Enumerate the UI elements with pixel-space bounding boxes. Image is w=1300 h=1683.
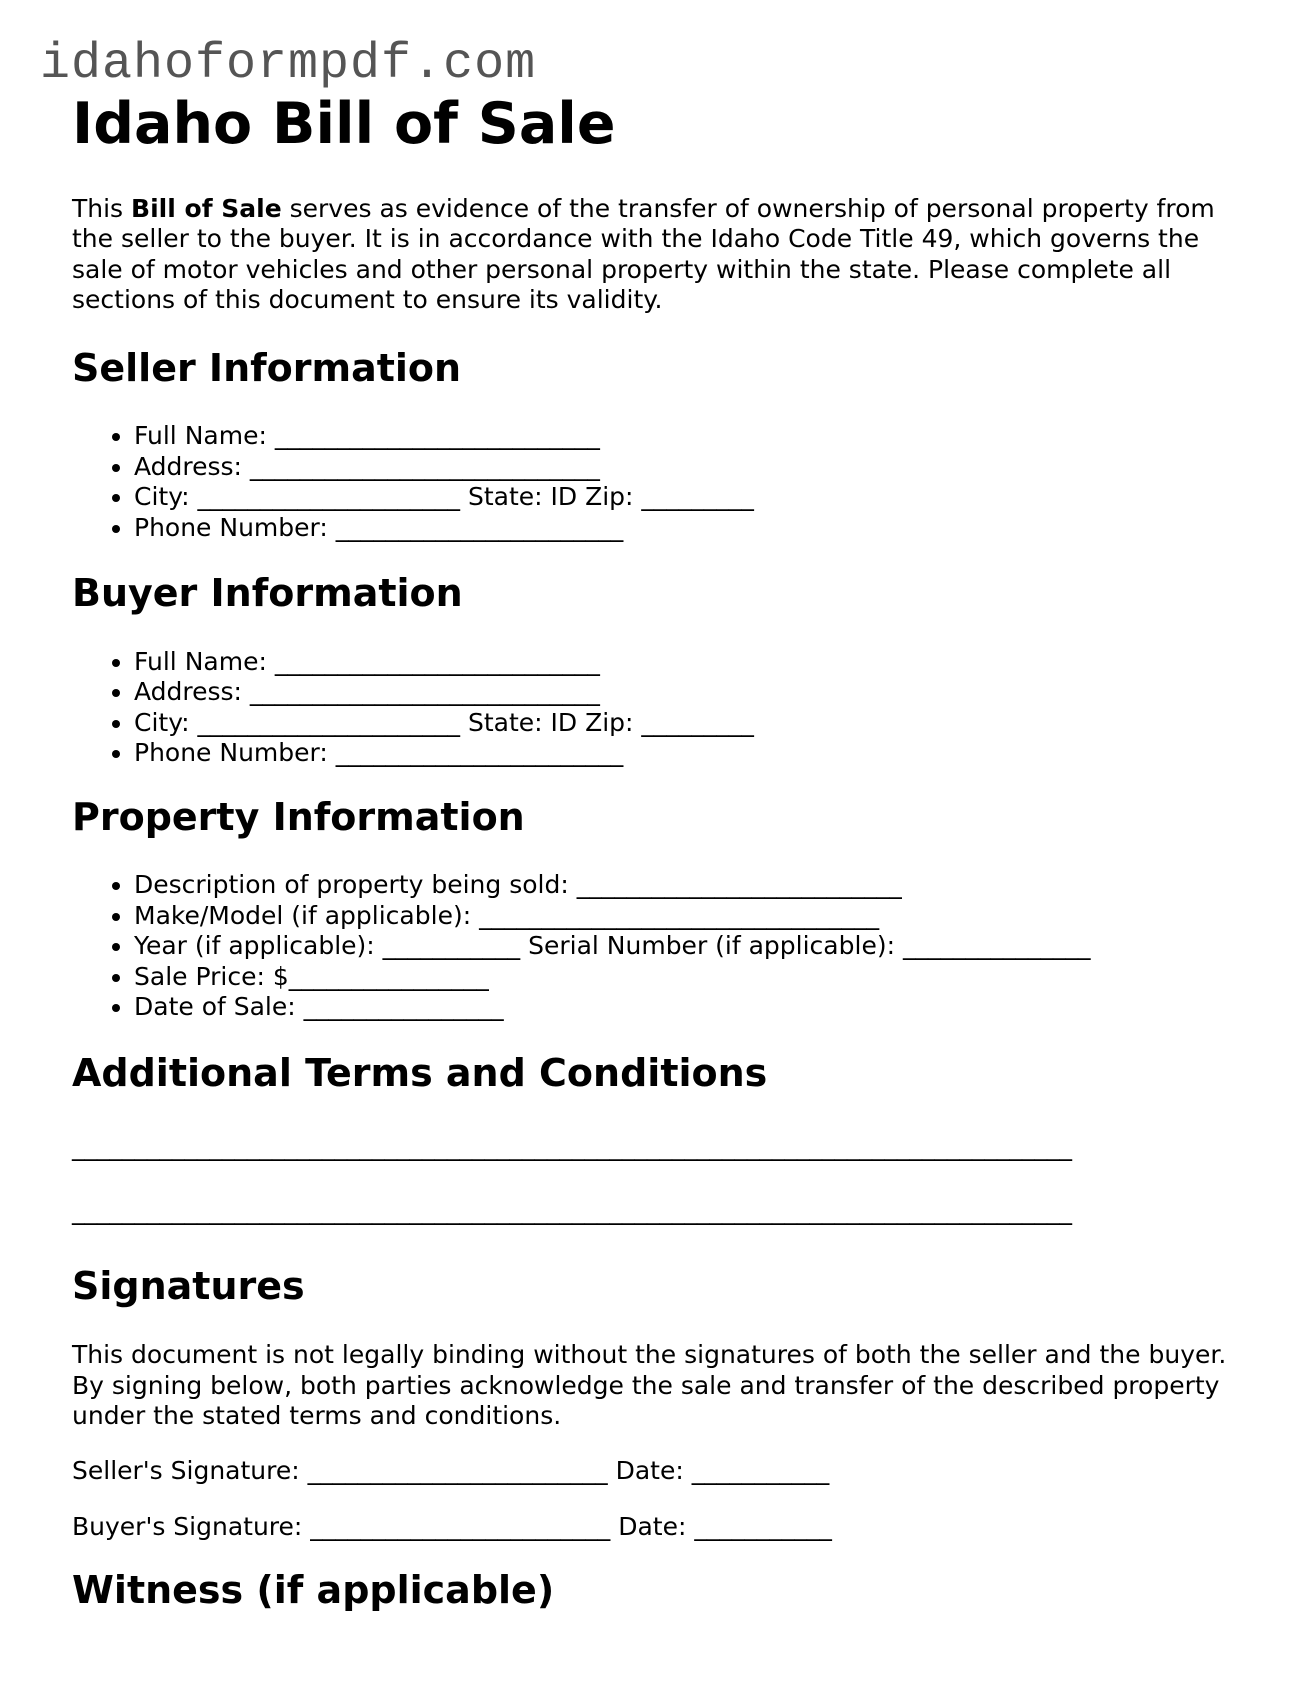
buyer-full-name[interactable]: • Full Name: __________________________ [134,647,1232,678]
seller-full-name[interactable]: • Full Name: __________________________ [134,421,1232,452]
intro-prefix: This [72,193,132,223]
buyer-heading: Buyer Information [72,571,463,616]
seller-address[interactable]: • Address: ____________________________ [134,452,1232,483]
buyer-signature-line[interactable]: Buyer's Signature: ________________________ Date: ___________ [72,1511,832,1541]
intro-paragraph [72,194,1232,316]
property-year-serial[interactable]: • Year (if applicable): ___________ Serial Number (if applicable): _______________ [134,931,1232,962]
intro-rest: serves as evidence of the transfer of ownership of personal property from the seller to the buyer. It is in accordance with the Idaho Code Title 49, which governs the sale of motor vehicles and other personal property within the state. Please complete all sections of this document to ensure its validity. [72,193,1215,315]
seller-signature-line[interactable]: Seller's Signature: ________________________ Date: ___________ [72,1455,830,1485]
signatures-heading: Signatures [72,1264,305,1309]
buyer-city-state-zip[interactable]: • City: _____________________ State: ID Zip: _________ [134,708,1232,739]
page-title: Idaho Bill of Sale [72,91,616,157]
signatures-paragraph: This document is not legally binding without the signatures of both the seller and the buyer. By signing below, both parties acknowledge the sale and transfer of the described property under the stated terms and conditions. [72,1340,1227,1431]
seller-phone[interactable]: • Phone Number: _______________________ [134,513,1232,544]
property-list [72,870,1232,1023]
buyer-address[interactable]: • Address: ____________________________ [134,677,1232,708]
terms-line-2[interactable]: ________________________________________________________________________________ [72,1196,1072,1226]
watermark: idahoformpdf.com [40,36,537,93]
seller-heading: Seller Information [72,345,462,390]
document-page [72,92,1232,1613]
terms-line-1[interactable]: ________________________________________________________________________________ [72,1132,1072,1162]
property-description[interactable]: • Description of property being sold: __________________________ [134,870,1232,901]
intro-bold: Bill of Sale [131,193,282,223]
buyer-phone[interactable]: • Phone Number: _______________________ [134,738,1232,769]
property-sale-price[interactable]: • Sale Price: $________________ [134,962,1232,993]
buyer-list [72,647,1232,769]
seller-list [72,421,1232,543]
property-heading: Property Information [72,794,525,839]
terms-heading: Additional Terms and Conditions [72,1050,768,1095]
witness-heading: Witness (if applicable) [72,1567,555,1612]
property-make-model[interactable]: • Make/Model (if applicable): ________________________________ [134,901,1232,932]
property-date-of-sale[interactable]: • Date of Sale: ________________ [134,992,1232,1023]
seller-city-state-zip[interactable]: • City: _____________________ State: ID Zip: _________ [134,482,1232,513]
